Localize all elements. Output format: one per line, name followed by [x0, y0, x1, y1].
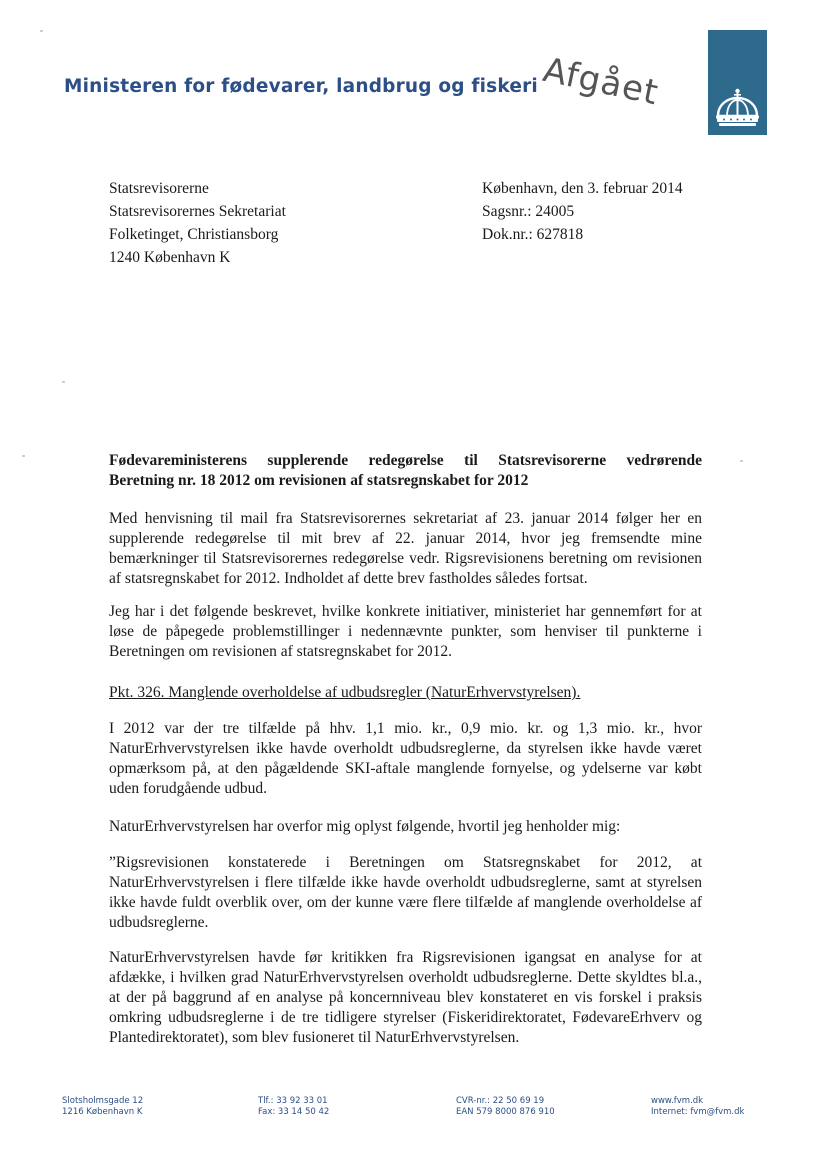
footer-line: 1216 København K — [62, 1107, 143, 1117]
body-paragraph: Med henvisning til mail fra Statsrevisorernes sekretariat af 23. januar 2014 følger her en supplerende redegørelse til mit brev af 22. januar 2014, hvor jeg fremsendte mine bemærkninger til Statsrevisorernes redegørelse vedr. Rigsrevisionens beretning om revisionen af statsregnskabet for 2012. Indholdet af dette brev fastholdes således fortsat. — [109, 510, 702, 587]
address-line: Statsrevisorerne — [109, 180, 209, 197]
footer-line: Tlf.: 33 92 33 01 — [258, 1096, 328, 1106]
footer-address — [62, 1096, 143, 1118]
address-line: 1240 København K — [109, 249, 231, 266]
crown-logo — [708, 30, 767, 135]
case-number: Sagsnr.: 24005 — [482, 203, 575, 220]
document-number: Dok.nr.: 627818 — [482, 226, 584, 243]
footer-line: CVR-nr.: 22 50 69 19 — [456, 1096, 545, 1106]
date-line: København, den 3. februar 2014 — [482, 180, 683, 197]
footer-line: EAN 579 8000 876 910 — [456, 1107, 555, 1117]
recipient-address — [109, 177, 286, 269]
footer-line: Slotsholmsgade 12 — [62, 1096, 144, 1106]
footer-phone — [258, 1096, 329, 1118]
footer-line: Fax: 33 14 50 42 — [258, 1107, 330, 1117]
subject-line: Beretning nr. 18 2012 om revisionen af statsregnskabet for 2012 — [109, 472, 529, 489]
body-paragraph: Jeg har i det følgende beskrevet, hvilke konkrete initiativer, ministeriet har gennemført for at løse de påpegede problemstillinger i nedennævnte punkter, som henviser til punkterne i Beretningen om revisionen af statsregnskabet for 2012. — [109, 603, 702, 660]
scan-speck — [40, 30, 43, 32]
footer-line: Internet: fvm@fvm.dk — [651, 1107, 745, 1117]
subject-line: Fødevareministerens supplerende redegørelse til Statsrevisorerne vedrørende — [109, 452, 702, 469]
section-heading: Pkt. 326. Manglende overholdelse af udbudsregler (NaturErhvervstyrelsen). — [109, 684, 581, 701]
afgaet-stamp: Afgået — [539, 50, 663, 114]
letter-meta — [482, 177, 683, 246]
ministry-title: Ministeren for fødevarer, landbrug og fiskeri — [64, 76, 538, 97]
address-line: Statsrevisorernes Sekretariat — [109, 203, 286, 220]
scan-speck — [62, 381, 65, 383]
scan-speck — [22, 455, 25, 457]
scan-speck — [740, 460, 743, 462]
body-paragraph: NaturErhvervstyrelsen har overfor mig oplyst følgende, hvortil jeg henholder mig: — [109, 818, 621, 835]
body-paragraph: NaturErhvervstyrelsen havde før kritikken fra Rigsrevisionen igangsat en analyse for at afdække, i hvilken grad NaturErhvervstyrelsen overholdt udbudsreglerne. Dette skyldtes bl.a., at der på baggrund af en analyse på koncernniveau blev konstateret en vis forskel i praksis omkring udbudsreglerne i de tre tidligere styrelser (Fiskeridirektoratet, FødevareErhverv og Plantedirektoratet), som blev fusioneret til NaturErhvervstyrelsen. — [109, 949, 702, 1046]
footer-cvr — [456, 1096, 555, 1118]
letter-subject — [109, 451, 702, 491]
footer-line: www.fvm.dk — [651, 1096, 704, 1106]
address-line: Folketinget, Christiansborg — [109, 226, 279, 243]
body-paragraph: I 2012 var der tre tilfælde på hhv. 1,1 mio. kr., 0,9 mio. kr. og 1,3 mio. kr., hvor NaturErhvervstyrelsen ikke havde overholdt udbudsreglerne, da styrelsen ikke havde været opmærksom på, at den pågældende SKI-aftale manglende fornyelse, og ydelserne var købt uden forudgående udbud. — [109, 720, 702, 797]
footer-web — [651, 1096, 744, 1118]
quote-paragraph: ”Rigsrevisionen konstaterede i Beretningen om Statsregnskabet for 2012, at NaturErhvervstyrelsen i flere tilfælde ikke havde overholdt udbudsreglerne, samt at styrelsen ikke havde fuldt overblik over, om der kunne være flere tilfælde af manglende overholdelse af udbudsreglerne. — [109, 854, 702, 931]
crown-icon — [714, 88, 761, 128]
